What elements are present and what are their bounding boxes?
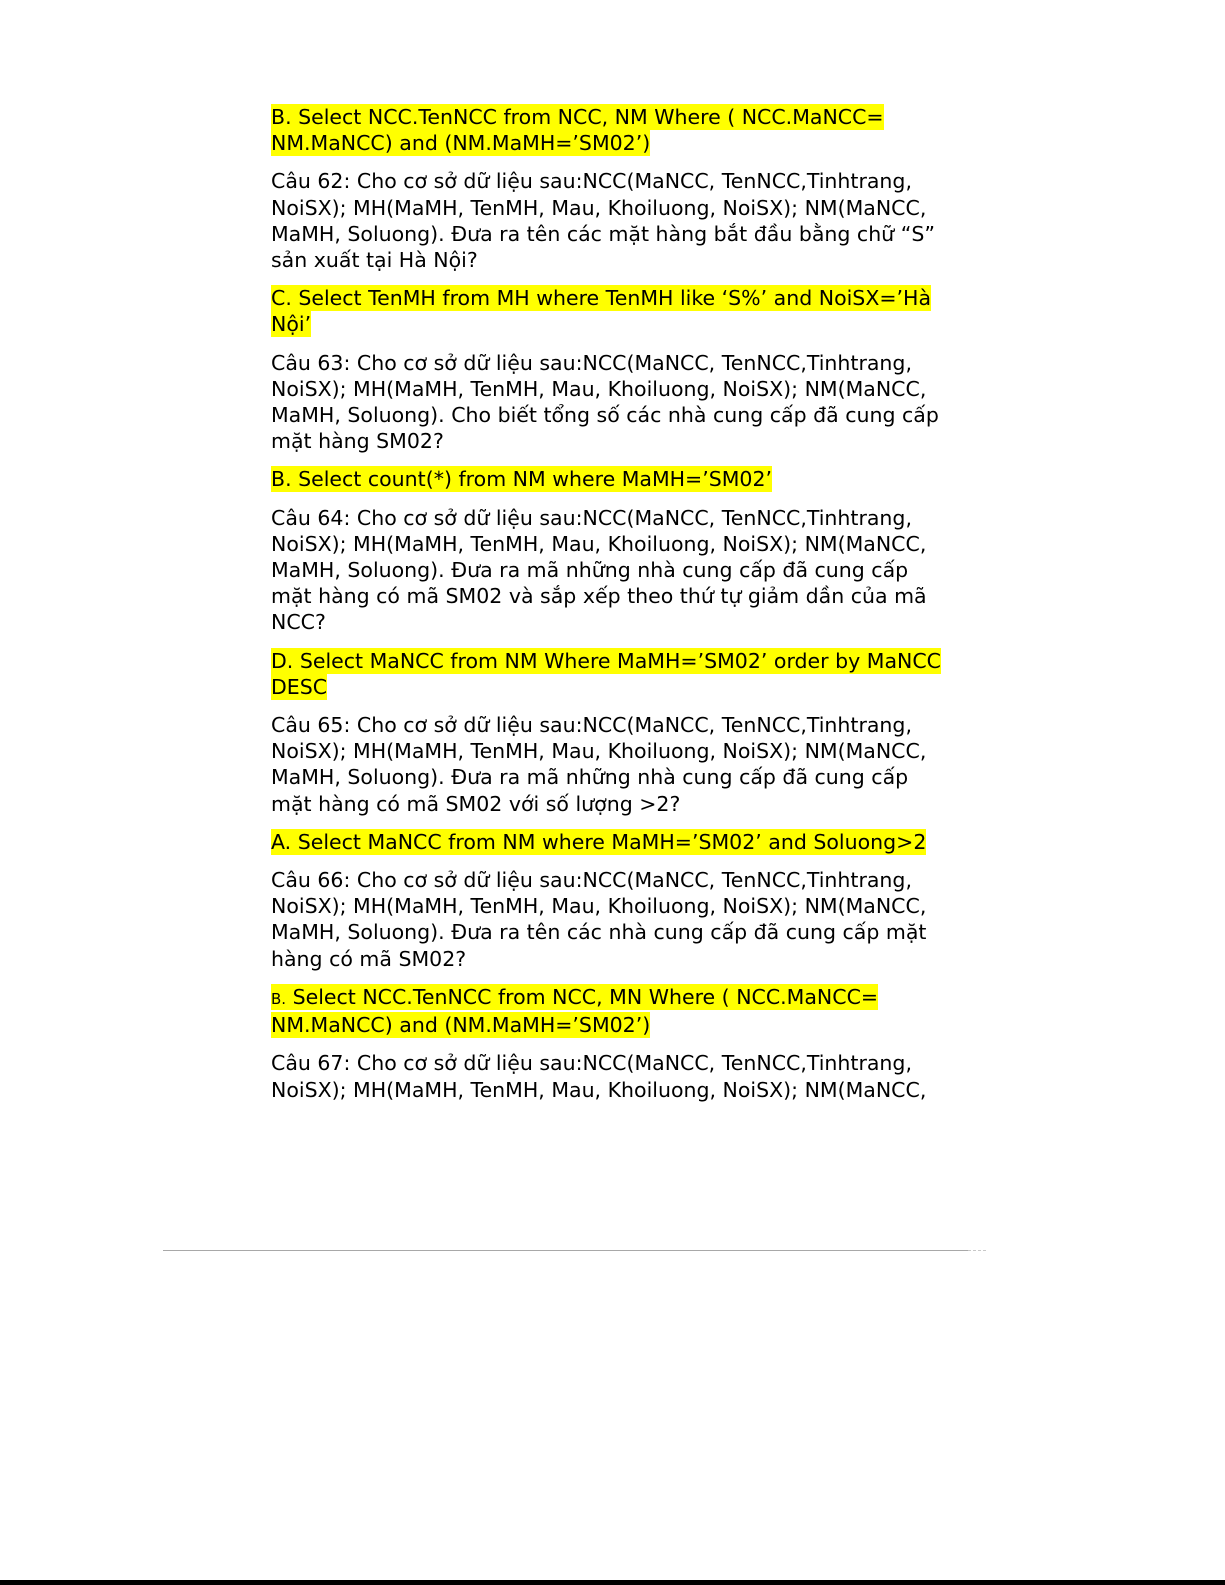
question-paragraph: Câu 66: Cho cơ sở dữ liệu sau:NCC(MaNCC, TenNCC,Tinhtrang, NoiSX); MH(MaMH, TenMH, Mau, Khoiluong, NoiSX); NM(MaNCC, MaMH, Soluong). Đưa ra tên các nhà cung cấp đã cung cấp mặt hàng có mã SM02? xyxy=(271,868,927,971)
answer-block xyxy=(271,984,951,1038)
answer-block xyxy=(271,829,951,855)
footer-divider xyxy=(163,1250,968,1251)
document-body xyxy=(271,104,951,1115)
highlighted-answer: D. Select MaNCC from NM Where MaMH=’SM02’ order by MaNCC DESC xyxy=(271,648,941,699)
answer-block xyxy=(271,466,951,492)
highlighted-answer: B. Select NCC.TenNCC from NCC, NM Where ( NCC.MaNCC= NM.MaNCC) and (NM.MaMH=’SM02’) xyxy=(271,105,884,156)
question-paragraph: Câu 62: Cho cơ sở dữ liệu sau:NCC(MaNCC, TenNCC,Tinhtrang, NoiSX); MH(MaMH, TenMH, Mau, Khoiluong, NoiSX); NM(MaNCC, MaMH, Soluong). Đưa ra tên các mặt hàng bắt đầu bằng chữ “S” sản xuất tại Hà Nội? xyxy=(271,169,935,273)
highlighted-answer xyxy=(271,984,878,1038)
answer-text: Select NCC.TenNCC from NCC, MN Where ( NCC.MaNCC= NM.MaNCC) and (NM.MaMH=’SM02’) xyxy=(271,984,879,1038)
question-paragraph: Câu 63: Cho cơ sở dữ liệu sau:NCC(MaNCC, TenNCC,Tinhtrang, NoiSX); MH(MaMH, TenMH, Mau, Khoiluong, NoiSX); NM(MaNCC, MaMH, Soluong). Cho biết tổng số các nhà cung cấp đã cung cấp mặt hàng SM02? xyxy=(271,350,939,454)
answer-block xyxy=(271,648,951,700)
answer-letter: B. xyxy=(271,989,287,1008)
question-paragraph: Câu 64: Cho cơ sở dữ liệu sau:NCC(MaNCC, TenNCC,Tinhtrang, NoiSX); MH(MaMH, TenMH, Mau, Khoiluong, NoiSX); NM(MaNCC, MaMH, Soluong). Đưa ra mã những nhà cung cấp đã cung cấp mặt hàng có mã SM02 và sắp xếp theo thứ tự giảm dần của mã NCC? xyxy=(271,505,927,635)
highlighted-answer: C. Select TenMH from MH where TenMH like ‘S%’ and NoiSX=’Hà Nội’ xyxy=(271,286,932,337)
footer-divider-tail xyxy=(968,1250,986,1251)
highlighted-answer: A. Select MaNCC from NM where MaMH=’SM02’ and Soluong>2 xyxy=(271,829,927,854)
answer-block xyxy=(271,285,951,337)
highlighted-answer: B. Select count(*) from NM where MaMH=’SM02’ xyxy=(271,467,773,492)
question-paragraph: Câu 65: Cho cơ sở dữ liệu sau:NCC(MaNCC, TenNCC,Tinhtrang, NoiSX); MH(MaMH, TenMH, Mau, Khoiluong, NoiSX); NM(MaNCC, MaMH, Soluong). Đưa ra mã những nhà cung cấp đã cung cấp mặt hàng có mã SM02 với số lượng >2? xyxy=(271,713,927,816)
page-bottom-border xyxy=(0,1580,1225,1585)
question-paragraph: Câu 67: Cho cơ sở dữ liệu sau:NCC(MaNCC, TenNCC,Tinhtrang, NoiSX); MH(MaMH, TenMH, Mau, Khoiluong, NoiSX); NM(MaNCC, xyxy=(271,1051,927,1102)
answer-block xyxy=(271,104,951,156)
